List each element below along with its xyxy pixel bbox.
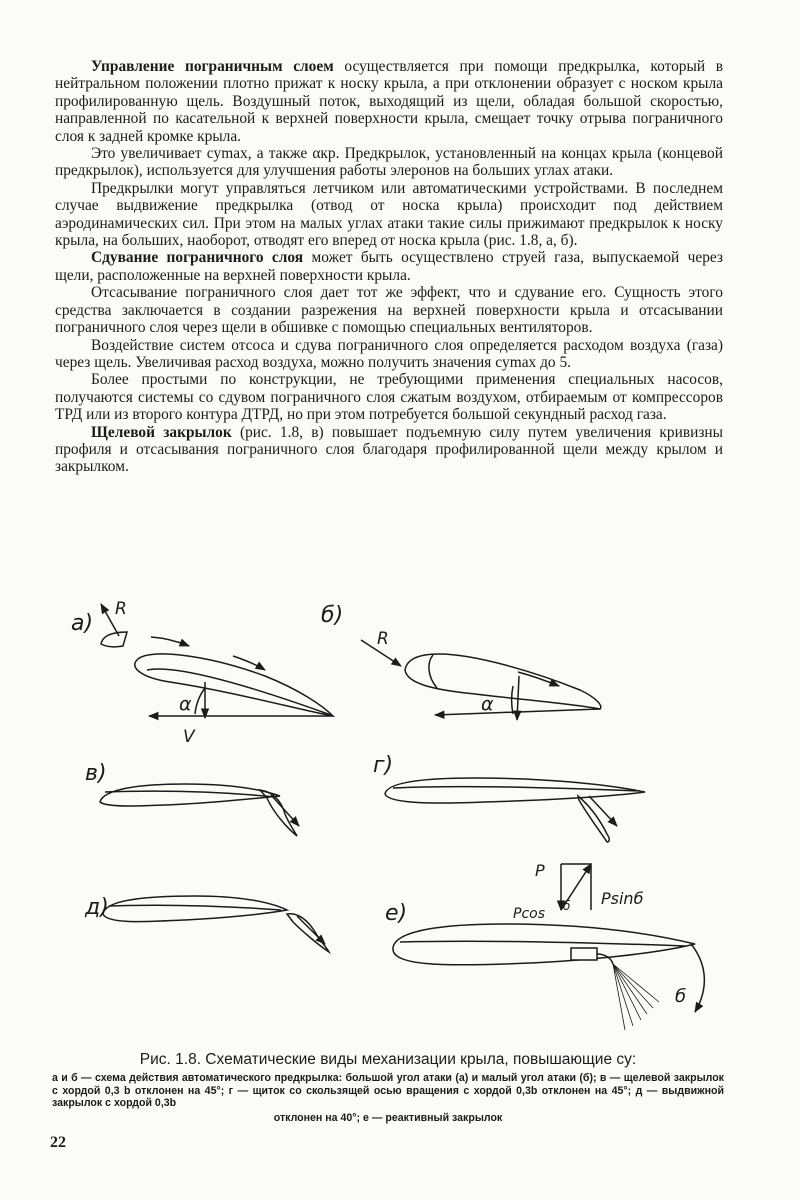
label-delta-flap: б: [675, 986, 687, 1007]
label-R-a: R: [115, 599, 127, 619]
page-number: 22: [50, 1134, 66, 1151]
label-P: P: [535, 861, 545, 880]
label-alpha-b: α: [481, 693, 494, 715]
paragraph: [55, 337, 723, 372]
caption-title: Рис. 1.8. Схематические виды механизации крыла, повышающие cy:: [139, 1051, 637, 1068]
label-Pcos: Pcos: [513, 906, 545, 922]
label-alpha-a: α: [179, 693, 192, 715]
body-text: [55, 58, 723, 476]
paragraph: [55, 424, 723, 476]
paragraph: [55, 249, 723, 284]
label-d: д): [85, 895, 109, 920]
figure-wing-mechanization: [55, 592, 745, 1042]
paragraph-text: осуществляется при помощи предкрылка, который в нейтральном положении плотно прижат к носку крыла, а при отклонении образует с носком крыла профилированную щель. Воздушный поток, выходящий из щели, обладая большой скоростью, направленной по касательной к верхней поверхности крыла, смещает точку отрыва пограничного слоя к задней кромке крыла.: [55, 58, 723, 145]
diagram-e-jet-flap: [393, 864, 704, 1030]
term-bold: Управление пограничным слоем: [91, 58, 334, 75]
paragraph-text: (рис. 1.8, в) повышает подъемную силу путем увеличения кривизны профиля и отсасывания пограничного слоя благодаря профилированной щели между крылом и закрылком.: [55, 423, 723, 476]
term-bold: Сдувание пограничного слоя: [91, 249, 304, 267]
caption-last-line: отклонен на 40°; е — реактивный закрылок: [273, 1111, 503, 1124]
label-e: е): [385, 901, 408, 926]
paragraph: [55, 145, 723, 180]
diagram-g-split-flap: [385, 778, 645, 842]
paragraph-text: Воздействие систем отсоса и сдува пограничного слоя определяется расходом воздуха (газа) через щель. Увеличивая расход воздуха, можно получить значения cymax до 5.: [55, 336, 723, 371]
caption-body: а и б — схема действия автоматического предкрылка: большой угол атаки (а) и малый угол атаки (б); в — щелевой закрылок с хордой 0,3 b отклонен на 45°; г — щиток со скользящей осью вращения с хордой 0,3b отклонен на 45°; д — выдвижной закрылок с хордой 0,3b: [52, 1072, 724, 1110]
label-R-b: R: [377, 629, 389, 649]
paragraph: [55, 371, 723, 423]
figure-drawing: [55, 592, 745, 1042]
label-v: в): [85, 761, 107, 786]
paragraph-text: Это увеличивает cymax, а также αкр. Предкрылок, установленный на концах крыла (концевой предкрылок), используется для улучшения работы элеронов на больших углах атаки.: [55, 145, 723, 180]
diagram-d-extending-flap: [103, 896, 329, 952]
diagram-v-slotted-flap: [100, 784, 299, 836]
figure-caption: [52, 1050, 724, 1124]
label-b: б): [321, 603, 344, 628]
paragraph-text: может быть осуществлено струей газа, выпускаемой через щели, расположенные на верхней поверхности крыла.: [55, 249, 723, 284]
paragraph-text: Более простыми по конструкции, не требующими применения специальных насосов, получаются системы со сдувом пограничного слоя сжатым воздухом, отбираемым от компрессоров ТРД или из второго контура ДТРД, но при этом потребуется большой секундный расход газа.: [55, 371, 723, 424]
paragraph: [55, 58, 723, 145]
label-delta-small: б: [563, 899, 571, 913]
label-g: г): [373, 753, 394, 778]
paragraph-text: Предкрылки могут управляться летчиком или автоматическими устройствами. В последнем случае выдвижение предкрылка (отвод от носка крыла) происходит под действием аэродинамических сил. При этом на малых углах атаки такие силы прижимают предкрылок к носку крыла, на больших, наоборот, отводят его вперед от носка крыла (рис. 1.8, а, б).: [55, 179, 723, 250]
label-a: а): [71, 611, 94, 636]
paragraph-text: Отсасывание пограничного слоя дает тот же эффект, что и сдувание его. Сущность этого средства заключается в создании разрежения на верхней поверхности крыла и отсасывании пограничного слоя через щели в обшивке с помощью специальных вентиляторов.: [55, 284, 723, 337]
paragraph: [55, 180, 723, 250]
paragraph: [55, 284, 723, 336]
term-bold: Щелевой закрылок: [91, 423, 232, 441]
label-V: V: [183, 727, 195, 747]
diagram-a-high-alpha-slat: [101, 604, 333, 718]
label-Psin: Psinб: [601, 889, 644, 908]
